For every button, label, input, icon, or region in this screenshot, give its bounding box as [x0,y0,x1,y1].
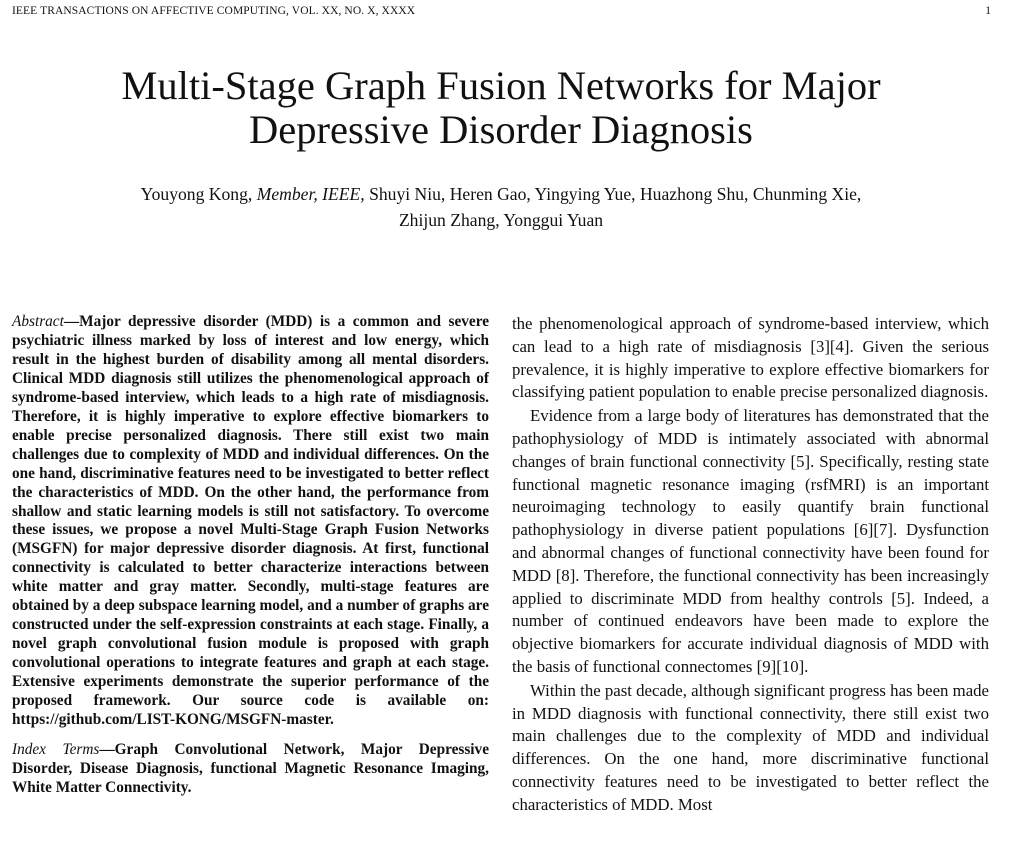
page-number: 1 [985,5,991,17]
body-paragraph-1: the phenomenological approach of syndrome-based interview, which can lead to a high rate of misdiagnosis [3][4]. Given the serious prevalence, it is highly imperative to explore effective biomarkers for classifying patient population to enable precise personalized diagnosis. [512,314,989,402]
index-terms-label: Index Terms [12,740,100,758]
authors-part-2: Shuyi Niu, Heren Gao, Yingying Yue, Huazhong Shu, Chunming Xie, [364,184,862,204]
title-line-2: Depressive Disorder Diagnosis [249,107,753,152]
abstract [12,313,489,730]
body-paragraph-2: Evidence from a large body of literatures has demonstrated that the pathophysiology of MDD is intimately associated with abnormal changes of brain functional connectivity [5]. Specifically, resting state functional magnetic resonance imaging (rsfMRI) is an important neuroimaging technology to easily quantify brain functional pathophysiology in diverse patient populations [6][7]. Dysfunction and abnormal changes of functional connectivity have been found for MDD [8]. Therefore, the functional connectivity has been increasingly applied to discriminate MDD from healthy controls [5]. Indeed, a number of continued endeavors have been made to explore the objective biomarkers for accurate individual diagnosis of MDD with the basis of functional connectomes [9][10]. [512,406,989,676]
index-terms-text: —Graph Convolutional Network, Major Depressive Disorder, Disease Diagnosis, functional Magnetic Resonance Imaging, White Matter Connectivity. [12,740,489,796]
right-column [512,313,989,817]
abstract-label: Abstract [12,313,64,330]
authors-part-1: Youyong Kong, [140,184,257,204]
paper-title [0,64,1002,152]
abstract-text: —Major depressive disorder (MDD) is a common and severe psychiatric illness marked by loss of interest and low energy, which result in the highest burden of disability among all mental disorders. Clinical MDD diagnosis still utilizes the phenomenological approach of syndrome-based interview, which leads to a high rate of misdiagnosis. Therefore, it is highly imperative to explore effective biomarkers to enable precise personalized diagnosis. There still exist two main challenges due to complexity of MDD and individual differences. On the one hand, discriminative features need to be investigated to better reflect the characteristics of MDD. On the other hand, the performance from shallow and static learning models is still not satisfactory. To overcome these issues, we propose a novel Multi-Stage Graph Fusion Networks (MSGFN) for major depressive disorder diagnosis. At first, functional connectivity is calculated to better characterize interactions between white matter and gray matter. Secondly, multi-stage features are obtained by a deep subspace learning model, and a number of graphs are constructed under the self-expression constraints at each stage. Finally, a novel graph convolutional fusion module is proposed with graph convolutional operations to integrate features and graph at each stage. Extensive experiments demonstrate the superior performance of the proposed framework. Our source code is available on: https://github.com/LIST-KONG/MSGFN-master. [12,313,489,729]
body-paragraph-3: Within the past decade, although significant progress has been made in MDD diagnosis with functional connectivity, there still exist two main challenges due to the complexity of MDD and individual differences. On the one hand, more discriminative functional connectivity features need to be investigated to better reflect the characteristics of MDD. Most [512,680,989,814]
running-head: IEEE TRANSACTIONS ON AFFECTIVE COMPUTING, VOL. XX, NO. X, XXXX [12,5,416,17]
author-membership: Member, IEEE, [256,184,365,204]
index-terms [12,741,489,798]
left-column [12,313,489,798]
authors-line-2: Zhijun Zhang, Yonggui Yuan [398,210,604,230]
author-list [0,181,1002,233]
title-line-1: Multi-Stage Graph Fusion Networks for Major [121,63,881,108]
